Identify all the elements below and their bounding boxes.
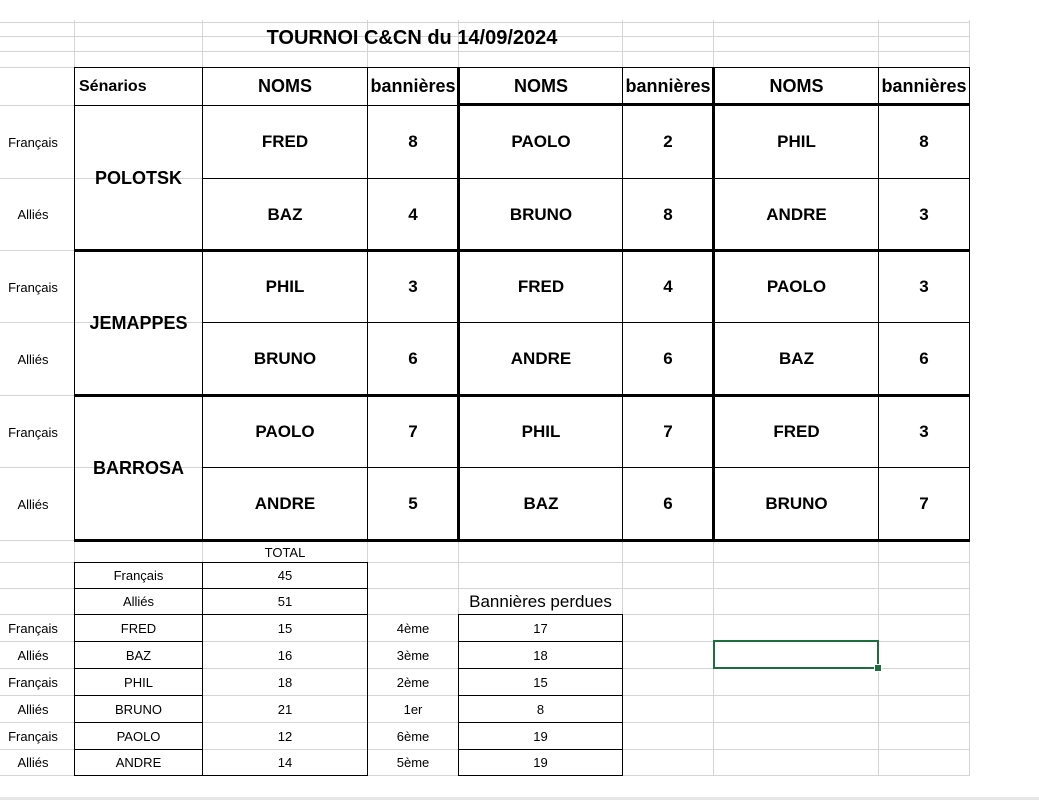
banner-count-cell[interactable]: 8 [408, 132, 418, 151]
banner-count-cell[interactable]: 7 [663, 422, 673, 441]
scenario-name[interactable]: POLOTSK [94, 167, 182, 188]
player-side[interactable]: Alliés [17, 701, 49, 717]
active-cell-selection[interactable] [713, 640, 879, 669]
camp-total-value[interactable]: 45 [277, 568, 293, 583]
player-banners-lost[interactable]: 19 [533, 728, 548, 744]
player-name-cell[interactable]: PAOLO [255, 422, 315, 441]
player-name-cell[interactable]: BRUNO [509, 204, 573, 224]
player-total[interactable]: 18 [277, 674, 293, 690]
banner-count-cell[interactable]: 6 [663, 348, 673, 368]
fill-handle[interactable] [874, 664, 882, 672]
player-name-cell[interactable]: ANDRE [254, 493, 316, 513]
player-name-cell[interactable]: PAOLO [511, 132, 571, 151]
player-side[interactable]: Français [8, 674, 58, 690]
banner-count-cell[interactable]: 7 [408, 422, 418, 441]
player-name-cell[interactable]: BAZ [779, 348, 814, 368]
camp-total-label[interactable]: Français [113, 568, 164, 583]
banner-count-cell[interactable]: 4 [408, 204, 418, 224]
player-banners-lost[interactable]: 18 [533, 647, 548, 663]
header-noms-1[interactable]: NOMS [258, 76, 312, 96]
player-rank[interactable]: 6ème [396, 728, 430, 744]
player-name-cell[interactable]: PHIL [777, 132, 816, 151]
player-total[interactable]: 21 [277, 701, 293, 717]
side-label[interactable]: Alliés [17, 206, 49, 222]
banner-count-cell[interactable]: 6 [663, 493, 673, 513]
player-name-cell[interactable]: BAZ [267, 204, 303, 224]
banner-count-cell[interactable]: 6 [919, 348, 929, 368]
player-total[interactable]: 14 [277, 755, 293, 770]
banner-count-cell[interactable]: 4 [663, 277, 673, 296]
header-bannieres-2[interactable]: bannières [625, 76, 711, 96]
player-total[interactable]: 16 [277, 647, 293, 663]
player-name-cell[interactable]: BRUNO [253, 348, 317, 368]
header-bannieres-3[interactable]: bannières [881, 76, 967, 96]
player-name[interactable]: PAOLO [116, 728, 161, 744]
player-side[interactable]: Alliés [17, 647, 49, 663]
side-label[interactable]: Alliés [17, 496, 49, 512]
player-name[interactable]: PHIL [124, 674, 153, 690]
header-noms-3[interactable]: NOMS [769, 76, 824, 96]
scenario-name[interactable]: BARROSA [92, 458, 184, 478]
header-scenarios[interactable]: Sénarios [79, 77, 147, 95]
player-name-cell[interactable]: PHIL [265, 277, 305, 296]
player-name-cell[interactable]: FRED [773, 422, 820, 441]
banner-count-cell[interactable]: 6 [408, 348, 418, 368]
bannieres-perdues-header[interactable]: Bannières perdues [469, 592, 612, 611]
header-noms-2[interactable]: NOMS [514, 76, 568, 96]
side-label[interactable]: Alliés [17, 351, 49, 367]
banner-count-cell[interactable]: 7 [919, 493, 929, 513]
banner-count-cell[interactable]: 3 [408, 277, 418, 296]
player-name-cell[interactable]: BAZ [523, 493, 559, 513]
sheet-title[interactable]: TOURNOI C&CN du 14/09/2024 [266, 26, 558, 49]
player-side[interactable]: Alliés [17, 755, 49, 770]
side-label[interactable]: Français [8, 134, 58, 150]
camp-total-value[interactable]: 51 [277, 594, 293, 609]
player-name-cell[interactable]: FRED [261, 132, 309, 151]
banner-count-cell[interactable]: 5 [408, 493, 418, 513]
player-rank[interactable]: 4ème [396, 620, 430, 636]
player-name-cell[interactable]: ANDRE [766, 204, 827, 224]
player-name-cell[interactable]: PHIL [521, 422, 561, 441]
player-name[interactable]: BRUNO [115, 701, 162, 717]
total-header[interactable]: TOTAL [264, 544, 306, 560]
camp-total-label[interactable]: Alliés [122, 594, 155, 609]
player-banners-lost[interactable]: 15 [533, 674, 548, 690]
banner-count-cell[interactable]: 3 [919, 422, 929, 441]
player-total[interactable]: 12 [277, 728, 293, 744]
side-label[interactable]: Français [8, 279, 58, 295]
player-name-cell[interactable]: BRUNO [765, 493, 828, 513]
player-banners-lost[interactable]: 17 [533, 620, 548, 636]
banner-count-cell[interactable]: 8 [919, 132, 929, 151]
player-name-cell[interactable]: PAOLO [766, 277, 827, 296]
player-banners-lost[interactable]: 8 [536, 701, 545, 717]
player-rank[interactable]: 1er [403, 701, 423, 717]
scenario-name[interactable]: JEMAPPES [89, 313, 188, 333]
banner-count-cell[interactable]: 3 [919, 204, 929, 224]
player-rank[interactable]: 2ème [396, 674, 430, 690]
player-name-cell[interactable]: ANDRE [510, 348, 572, 368]
side-label[interactable]: Français [8, 424, 58, 440]
player-name[interactable]: ANDRE [115, 755, 162, 770]
player-name-cell[interactable]: FRED [517, 277, 565, 296]
player-rank[interactable]: 5ème [396, 755, 430, 770]
banner-count-cell[interactable]: 2 [663, 132, 673, 151]
player-banners-lost[interactable]: 19 [533, 755, 548, 770]
player-rank[interactable]: 3ème [396, 647, 430, 663]
player-side[interactable]: Français [8, 620, 58, 636]
player-name[interactable]: BAZ [125, 647, 152, 663]
player-name[interactable]: FRED [120, 620, 157, 636]
player-total[interactable]: 15 [277, 620, 293, 636]
banner-count-cell[interactable]: 3 [919, 277, 929, 296]
player-side[interactable]: Français [8, 728, 58, 744]
header-bannieres-1[interactable]: bannières [370, 76, 456, 96]
banner-count-cell[interactable]: 8 [663, 204, 673, 224]
